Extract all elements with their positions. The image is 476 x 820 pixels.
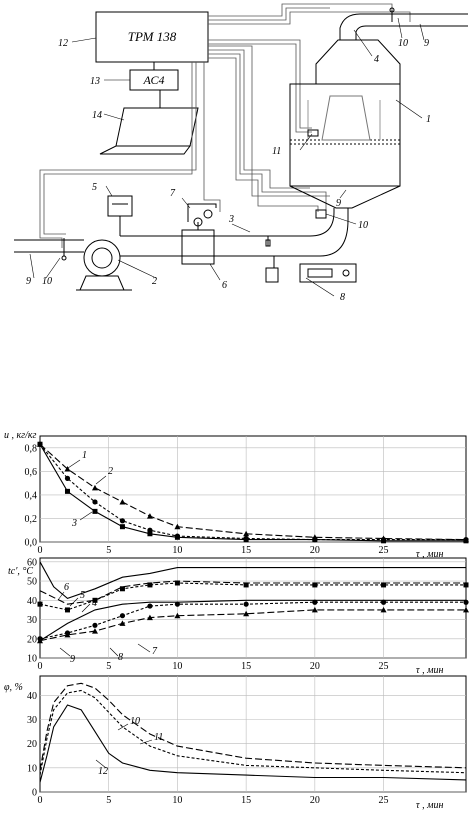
series-point-8 (147, 603, 152, 608)
plot-temperature-xlabel: τ , мин (416, 665, 444, 676)
series-point-3 (464, 538, 469, 543)
y-tick-label: 30 (27, 715, 37, 726)
y-tick-label: 0,6 (24, 466, 37, 478)
plot-moisture-ylabel: u , кг/кг (4, 430, 37, 441)
x-tick-label: 20 (309, 661, 320, 672)
scheme-label-5: 5 (92, 182, 97, 193)
series-line-6 (40, 562, 466, 599)
plot-moisture-curve-2: 2 (108, 466, 113, 477)
series-point-3 (244, 537, 249, 542)
series-point-3 (120, 524, 125, 529)
x-tick-label: 5 (106, 795, 112, 806)
series-point-3 (381, 538, 386, 543)
scheme-label-9c: 9 (26, 276, 31, 287)
series-point-7 (92, 628, 98, 634)
series-line-7 (40, 610, 466, 641)
x-tick-label: 15 (241, 661, 252, 672)
series-point-1 (92, 485, 98, 491)
series-point-3 (92, 509, 97, 514)
scheme-label-13: 13 (90, 76, 100, 87)
series-point-2 (65, 476, 70, 481)
y-tick-label: 0,8 (24, 443, 37, 455)
x-tick-label: 25 (378, 661, 389, 672)
x-tick-label: 0 (37, 545, 43, 556)
scheme-label-2: 2 (152, 276, 157, 287)
plot-moisture-curve-3: 3 (72, 518, 77, 529)
series-point-1 (119, 499, 125, 505)
scheme-label-7: 7 (170, 188, 175, 199)
scheme-label-6: 6 (222, 280, 227, 291)
scheme-label-10b: 10 (358, 220, 368, 231)
trm138-label: ТРМ 138 (127, 29, 177, 44)
plot-moisture (4, 430, 469, 560)
y-tick-label: 40 (27, 595, 37, 607)
y-tick-label: 30 (27, 615, 37, 627)
plot-humidity-xlabel: τ , мин (416, 800, 444, 811)
plot-temperature (8, 557, 469, 676)
series-line-4 (40, 583, 466, 610)
scheme-label-4: 4 (374, 54, 379, 65)
scheme-label-8: 8 (340, 292, 345, 303)
scheme-label-10: 10 (398, 38, 408, 49)
plot-temperature-curve-9: 9 (70, 654, 75, 665)
plot-humidity-curve-10: 10 (130, 716, 140, 727)
plot-humidity-curve-11: 11 (154, 732, 164, 743)
y-tick-label: 0,4 (24, 490, 37, 502)
scheme-label-11: 11 (272, 146, 282, 157)
plot-temperature-curve-8: 8 (118, 652, 123, 663)
x-tick-label: 15 (241, 545, 252, 556)
plot-moisture-xlabel: τ , мин (416, 549, 444, 560)
x-tick-label: 10 (172, 545, 183, 556)
plot-humidity (4, 676, 466, 811)
series-point-3 (175, 535, 180, 540)
plot-temperature-ylabel: tc′, °C (8, 566, 34, 577)
x-tick-label: 0 (37, 795, 43, 806)
series-point-8 (65, 630, 70, 635)
y-tick-label: 0,0 (24, 537, 37, 549)
scheme-label-3: 3 (229, 214, 234, 225)
scheme-label-1: 1 (426, 114, 431, 125)
x-tick-label: 20 (309, 795, 320, 806)
plot-temperature-curve-7: 7 (152, 646, 157, 657)
y-tick-label: 50 (27, 576, 37, 588)
scheme-label-9b: 9 (336, 198, 341, 209)
series-point-8 (92, 623, 97, 628)
series-point-2 (120, 518, 125, 523)
plot-moisture-frame (40, 436, 466, 542)
series-point-4 (38, 602, 43, 607)
series-point-8 (120, 613, 125, 618)
x-tick-label: 20 (309, 545, 320, 556)
y-tick-label: 40 (27, 690, 37, 702)
series-line-9 (40, 600, 466, 640)
plot-humidity-ylabel: φ, % (4, 682, 23, 693)
series-point-8 (244, 602, 249, 607)
scheme-label-12: 12 (58, 38, 68, 49)
y-tick-label: 0 (32, 787, 37, 799)
series-point-3 (38, 442, 43, 447)
series-line-10 (40, 683, 466, 770)
ac4-label: АС4 (143, 73, 165, 87)
series-point-3 (312, 537, 317, 542)
series-line-1 (40, 444, 466, 539)
plot-humidity-curve-12: 12 (98, 766, 108, 777)
scheme-label-14: 14 (92, 110, 102, 121)
x-tick-label: 5 (106, 661, 112, 672)
y-tick-label: 10 (27, 653, 37, 665)
scheme-label-9: 9 (424, 38, 429, 49)
series-point-1 (147, 513, 153, 519)
series-point-4 (65, 607, 70, 612)
y-tick-label: 20 (27, 634, 37, 646)
y-tick-label: 60 (27, 557, 37, 569)
x-tick-label: 15 (241, 795, 252, 806)
plot-temperature-curve-4: 4 (92, 598, 97, 609)
x-tick-label: 0 (37, 661, 43, 672)
x-tick-label: 25 (378, 545, 389, 556)
series-point-3 (65, 489, 70, 494)
y-tick-label: 10 (27, 763, 37, 775)
scheme-label-10c: 10 (42, 276, 52, 287)
x-tick-label: 10 (172, 795, 183, 806)
series-point-3 (147, 531, 152, 536)
series-point-2 (92, 499, 97, 504)
series-line-11 (40, 691, 466, 776)
plot-temperature-curve-5: 5 (80, 590, 85, 601)
plot-moisture-curve-1: 1 (82, 450, 87, 461)
plot-temperature-curve-6: 6 (64, 582, 69, 593)
x-tick-label: 10 (172, 661, 183, 672)
y-tick-label: 20 (27, 739, 37, 751)
y-tick-label: 0,2 (24, 513, 37, 525)
x-tick-label: 25 (378, 795, 389, 806)
x-tick-label: 5 (106, 545, 112, 556)
